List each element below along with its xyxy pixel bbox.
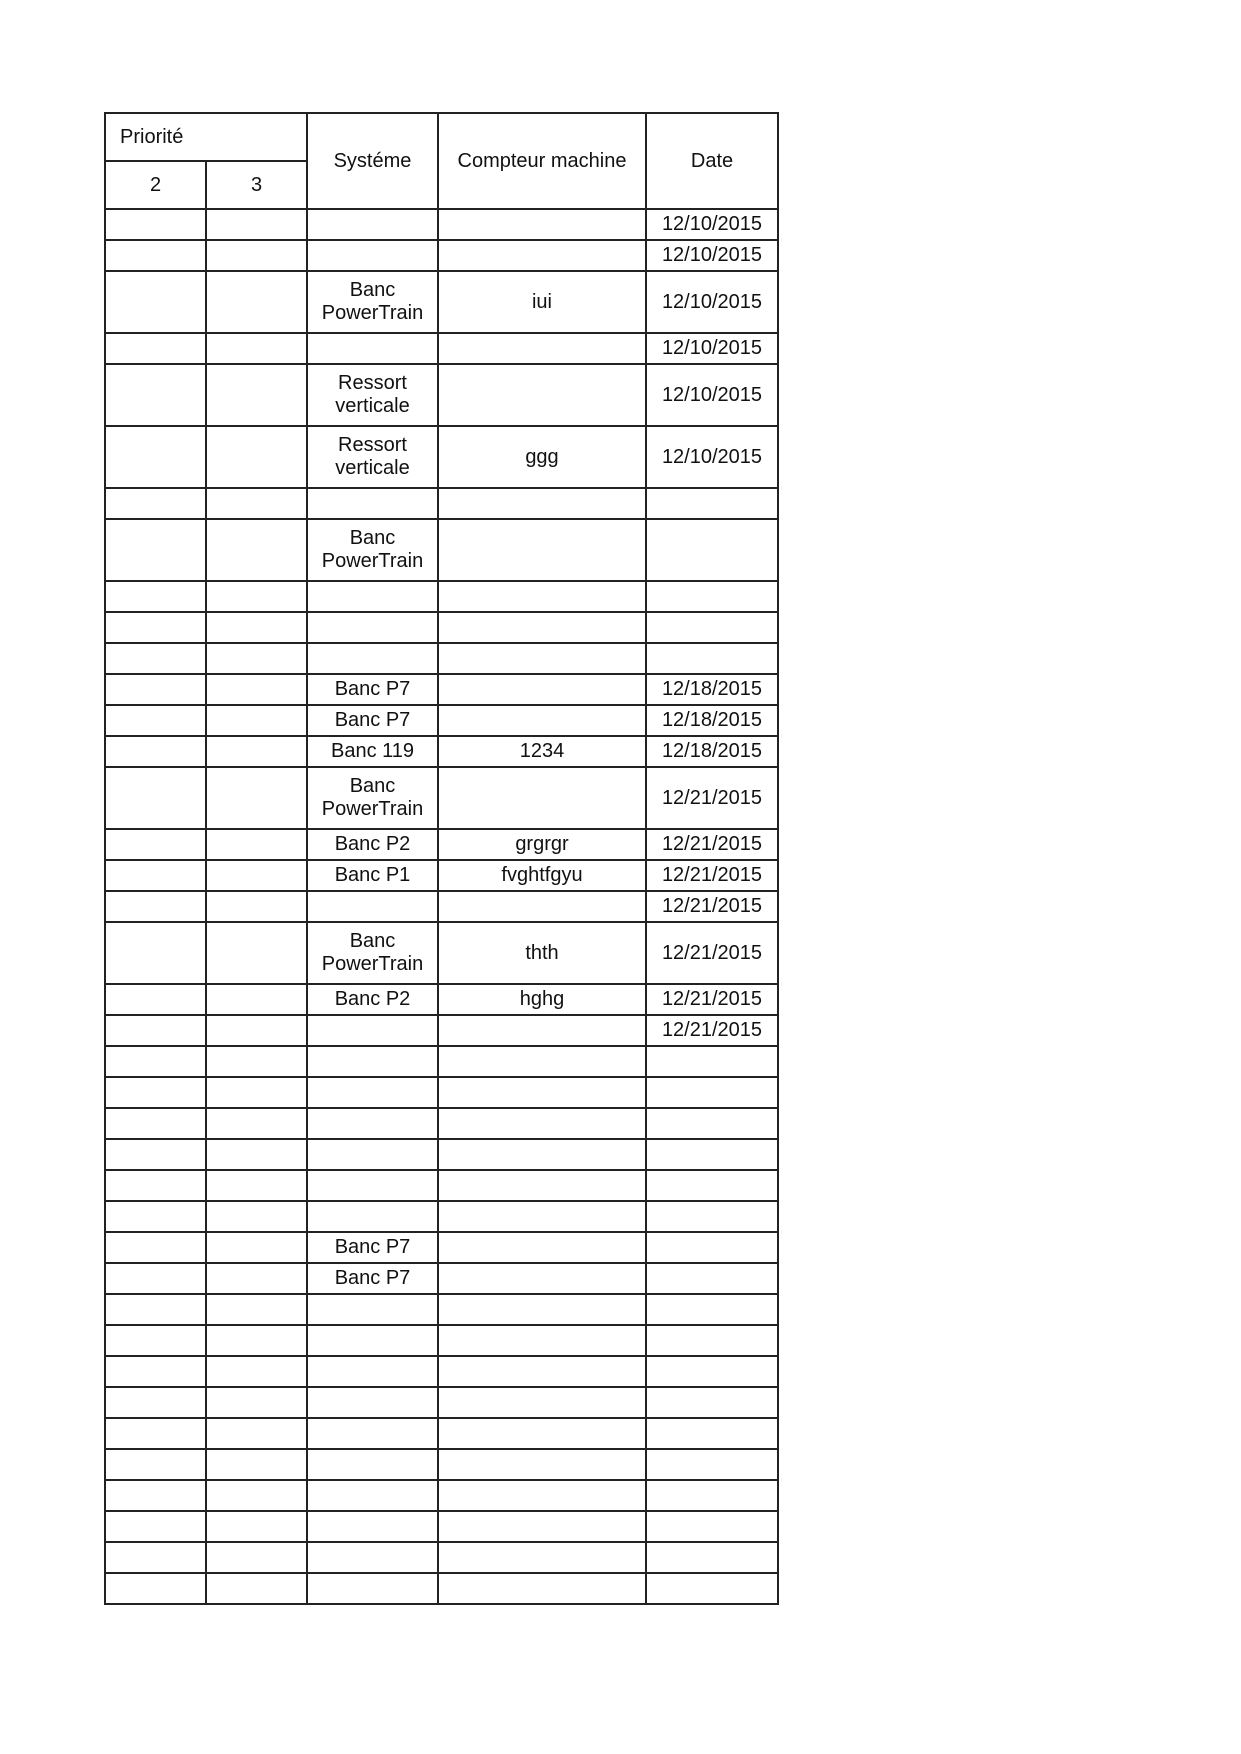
cell-priority-2 bbox=[105, 1511, 206, 1542]
cell-priority-2 bbox=[105, 1418, 206, 1449]
cell-date bbox=[646, 643, 778, 674]
cell-counter bbox=[438, 1449, 646, 1480]
cell-counter bbox=[438, 767, 646, 829]
table-row bbox=[105, 736, 778, 767]
cell-system bbox=[307, 1418, 438, 1449]
cell-priority-3 bbox=[206, 1449, 307, 1480]
header-priority-3: 3 bbox=[206, 161, 307, 209]
table-row bbox=[105, 705, 778, 736]
cell-system bbox=[307, 1573, 438, 1604]
cell-priority-3 bbox=[206, 736, 307, 767]
cell-system bbox=[307, 1542, 438, 1573]
cell-priority-2 bbox=[105, 209, 206, 240]
cell-system: Banc 119 bbox=[307, 736, 438, 767]
cell-date bbox=[646, 1356, 778, 1387]
table-row bbox=[105, 519, 778, 581]
cell-system bbox=[307, 488, 438, 519]
cell-counter bbox=[438, 1294, 646, 1325]
cell-date: 12/21/2015 bbox=[646, 860, 778, 891]
cell-counter bbox=[438, 612, 646, 643]
cell-priority-3 bbox=[206, 984, 307, 1015]
cell-priority-3 bbox=[206, 922, 307, 984]
cell-counter bbox=[438, 333, 646, 364]
table-row bbox=[105, 1015, 778, 1046]
cell-counter bbox=[438, 1480, 646, 1511]
cell-priority-3 bbox=[206, 705, 307, 736]
cell-system bbox=[307, 1046, 438, 1077]
cell-priority-2 bbox=[105, 1170, 206, 1201]
cell-priority-2 bbox=[105, 643, 206, 674]
cell-system: Banc P7 bbox=[307, 674, 438, 705]
cell-priority-3 bbox=[206, 1480, 307, 1511]
cell-priority-3 bbox=[206, 1294, 307, 1325]
cell-priority-2 bbox=[105, 1480, 206, 1511]
cell-date bbox=[646, 1201, 778, 1232]
cell-counter bbox=[438, 705, 646, 736]
cell-counter bbox=[438, 674, 646, 705]
cell-system bbox=[307, 1356, 438, 1387]
cell-priority-3 bbox=[206, 1046, 307, 1077]
cell-priority-2 bbox=[105, 333, 206, 364]
cell-date bbox=[646, 1325, 778, 1356]
table-row bbox=[105, 674, 778, 705]
header-counter: Compteur machine bbox=[438, 113, 646, 209]
table-row bbox=[105, 1294, 778, 1325]
table-row bbox=[105, 1387, 778, 1418]
cell-counter bbox=[438, 488, 646, 519]
cell-date bbox=[646, 1077, 778, 1108]
cell-date bbox=[646, 1418, 778, 1449]
cell-system bbox=[307, 891, 438, 922]
cell-priority-3 bbox=[206, 364, 307, 426]
cell-counter bbox=[438, 1139, 646, 1170]
cell-counter bbox=[438, 1015, 646, 1046]
cell-priority-2 bbox=[105, 1263, 206, 1294]
cell-priority-2 bbox=[105, 829, 206, 860]
cell-priority-2 bbox=[105, 767, 206, 829]
cell-date: 12/21/2015 bbox=[646, 767, 778, 829]
cell-system bbox=[307, 1077, 438, 1108]
cell-priority-3 bbox=[206, 829, 307, 860]
cell-counter bbox=[438, 209, 646, 240]
cell-priority-3 bbox=[206, 612, 307, 643]
cell-priority-2 bbox=[105, 240, 206, 271]
table-row bbox=[105, 1139, 778, 1170]
cell-priority-3 bbox=[206, 1542, 307, 1573]
cell-priority-3 bbox=[206, 1232, 307, 1263]
cell-date bbox=[646, 1170, 778, 1201]
data-table bbox=[104, 112, 779, 1605]
header-date: Date bbox=[646, 113, 778, 209]
cell-date bbox=[646, 581, 778, 612]
cell-priority-3 bbox=[206, 891, 307, 922]
header-system: Systéme bbox=[307, 113, 438, 209]
cell-priority-3 bbox=[206, 333, 307, 364]
cell-priority-3 bbox=[206, 1573, 307, 1604]
cell-priority-3 bbox=[206, 240, 307, 271]
cell-system bbox=[307, 1201, 438, 1232]
cell-system: Banc P2 bbox=[307, 829, 438, 860]
cell-priority-3 bbox=[206, 1418, 307, 1449]
cell-date bbox=[646, 488, 778, 519]
cell-priority-3 bbox=[206, 1511, 307, 1542]
cell-date bbox=[646, 612, 778, 643]
cell-date: 12/18/2015 bbox=[646, 674, 778, 705]
cell-system bbox=[307, 1449, 438, 1480]
table-row bbox=[105, 1511, 778, 1542]
cell-date bbox=[646, 1232, 778, 1263]
cell-date: 12/10/2015 bbox=[646, 240, 778, 271]
cell-priority-3 bbox=[206, 488, 307, 519]
cell-date bbox=[646, 1263, 778, 1294]
cell-priority-2 bbox=[105, 860, 206, 891]
cell-date bbox=[646, 519, 778, 581]
cell-system: Ressort verticale bbox=[307, 364, 438, 426]
cell-system bbox=[307, 1480, 438, 1511]
cell-priority-2 bbox=[105, 1356, 206, 1387]
cell-counter bbox=[438, 1542, 646, 1573]
table-row bbox=[105, 1542, 778, 1573]
table-row bbox=[105, 891, 778, 922]
cell-priority-2 bbox=[105, 1077, 206, 1108]
table-row bbox=[105, 1573, 778, 1604]
table-row bbox=[105, 364, 778, 426]
cell-priority-3 bbox=[206, 1263, 307, 1294]
table-row bbox=[105, 1449, 778, 1480]
cell-counter bbox=[438, 1232, 646, 1263]
cell-system bbox=[307, 643, 438, 674]
cell-counter bbox=[438, 1170, 646, 1201]
cell-date bbox=[646, 1046, 778, 1077]
header-row bbox=[105, 113, 778, 161]
cell-counter bbox=[438, 891, 646, 922]
cell-system bbox=[307, 1325, 438, 1356]
table-row bbox=[105, 1201, 778, 1232]
cell-priority-3 bbox=[206, 1139, 307, 1170]
cell-date bbox=[646, 1480, 778, 1511]
cell-counter bbox=[438, 519, 646, 581]
table-row bbox=[105, 581, 778, 612]
table-row bbox=[105, 209, 778, 240]
table-row bbox=[105, 922, 778, 984]
cell-priority-3 bbox=[206, 1077, 307, 1108]
cell-date bbox=[646, 1294, 778, 1325]
cell-priority-3 bbox=[206, 767, 307, 829]
cell-date bbox=[646, 1108, 778, 1139]
cell-priority-3 bbox=[206, 1108, 307, 1139]
cell-date: 12/18/2015 bbox=[646, 736, 778, 767]
cell-priority-3 bbox=[206, 209, 307, 240]
cell-date: 12/10/2015 bbox=[646, 209, 778, 240]
cell-priority-2 bbox=[105, 1449, 206, 1480]
cell-priority-2 bbox=[105, 612, 206, 643]
cell-priority-3 bbox=[206, 581, 307, 612]
table-row bbox=[105, 1263, 778, 1294]
cell-system bbox=[307, 1108, 438, 1139]
cell-system: Banc P1 bbox=[307, 860, 438, 891]
cell-priority-3 bbox=[206, 1201, 307, 1232]
cell-priority-3 bbox=[206, 1325, 307, 1356]
cell-priority-3 bbox=[206, 426, 307, 488]
table-row bbox=[105, 643, 778, 674]
table-row bbox=[105, 1418, 778, 1449]
cell-priority-2 bbox=[105, 1387, 206, 1418]
cell-counter bbox=[438, 1387, 646, 1418]
cell-system bbox=[307, 1387, 438, 1418]
cell-date: 12/18/2015 bbox=[646, 705, 778, 736]
cell-priority-2 bbox=[105, 1232, 206, 1263]
table-row bbox=[105, 1108, 778, 1139]
cell-counter bbox=[438, 1263, 646, 1294]
cell-counter: thth bbox=[438, 922, 646, 984]
cell-date: 12/10/2015 bbox=[646, 364, 778, 426]
table-row bbox=[105, 767, 778, 829]
cell-system: Banc PowerTrain bbox=[307, 767, 438, 829]
cell-date: 12/10/2015 bbox=[646, 333, 778, 364]
cell-counter bbox=[438, 1201, 646, 1232]
cell-date: 12/10/2015 bbox=[646, 271, 778, 333]
cell-priority-2 bbox=[105, 1108, 206, 1139]
table-row bbox=[105, 426, 778, 488]
cell-priority-2 bbox=[105, 674, 206, 705]
cell-system: Banc PowerTrain bbox=[307, 271, 438, 333]
cell-counter: grgrgr bbox=[438, 829, 646, 860]
cell-system: Banc P7 bbox=[307, 705, 438, 736]
cell-priority-2 bbox=[105, 1325, 206, 1356]
cell-priority-3 bbox=[206, 643, 307, 674]
cell-date bbox=[646, 1573, 778, 1604]
table-row bbox=[105, 612, 778, 643]
cell-system bbox=[307, 1015, 438, 1046]
cell-priority-2 bbox=[105, 1046, 206, 1077]
cell-priority-3 bbox=[206, 519, 307, 581]
table-row bbox=[105, 1232, 778, 1263]
table-row bbox=[105, 1046, 778, 1077]
cell-priority-3 bbox=[206, 674, 307, 705]
cell-date bbox=[646, 1449, 778, 1480]
table-row bbox=[105, 1480, 778, 1511]
table-row bbox=[105, 1170, 778, 1201]
cell-system: Banc P7 bbox=[307, 1263, 438, 1294]
cell-priority-2 bbox=[105, 736, 206, 767]
cell-system bbox=[307, 209, 438, 240]
cell-system bbox=[307, 240, 438, 271]
table-row bbox=[105, 860, 778, 891]
cell-counter bbox=[438, 643, 646, 674]
cell-system bbox=[307, 1294, 438, 1325]
table-row bbox=[105, 240, 778, 271]
cell-priority-3 bbox=[206, 1170, 307, 1201]
cell-priority-2 bbox=[105, 1139, 206, 1170]
table-row bbox=[105, 1356, 778, 1387]
cell-system bbox=[307, 1511, 438, 1542]
cell-system bbox=[307, 1170, 438, 1201]
cell-counter: hghg bbox=[438, 984, 646, 1015]
table-body bbox=[105, 113, 778, 1604]
header-priority-2: 2 bbox=[105, 161, 206, 209]
table-row bbox=[105, 1325, 778, 1356]
table-row bbox=[105, 1077, 778, 1108]
cell-priority-2 bbox=[105, 1542, 206, 1573]
cell-system bbox=[307, 581, 438, 612]
table-row bbox=[105, 488, 778, 519]
cell-priority-3 bbox=[206, 860, 307, 891]
table-row bbox=[105, 984, 778, 1015]
cell-priority-3 bbox=[206, 1356, 307, 1387]
header-priority: Priorité bbox=[105, 113, 307, 161]
cell-counter bbox=[438, 1077, 646, 1108]
cell-counter bbox=[438, 1108, 646, 1139]
cell-system bbox=[307, 1139, 438, 1170]
cell-date: 12/10/2015 bbox=[646, 426, 778, 488]
cell-priority-2 bbox=[105, 984, 206, 1015]
cell-system: Banc P2 bbox=[307, 984, 438, 1015]
table-row bbox=[105, 271, 778, 333]
cell-counter bbox=[438, 1511, 646, 1542]
cell-priority-2 bbox=[105, 271, 206, 333]
cell-counter bbox=[438, 1356, 646, 1387]
cell-priority-2 bbox=[105, 1294, 206, 1325]
cell-system: Ressort verticale bbox=[307, 426, 438, 488]
cell-counter: fvghtfgyu bbox=[438, 860, 646, 891]
cell-counter bbox=[438, 240, 646, 271]
table-row bbox=[105, 829, 778, 860]
cell-priority-2 bbox=[105, 581, 206, 612]
cell-date: 12/21/2015 bbox=[646, 922, 778, 984]
cell-counter: ggg bbox=[438, 426, 646, 488]
cell-date bbox=[646, 1387, 778, 1418]
cell-date: 12/21/2015 bbox=[646, 1015, 778, 1046]
cell-priority-2 bbox=[105, 1201, 206, 1232]
cell-counter bbox=[438, 1325, 646, 1356]
cell-date: 12/21/2015 bbox=[646, 829, 778, 860]
cell-system bbox=[307, 612, 438, 643]
table-row bbox=[105, 333, 778, 364]
cell-priority-2 bbox=[105, 891, 206, 922]
cell-priority-3 bbox=[206, 271, 307, 333]
cell-priority-2 bbox=[105, 488, 206, 519]
cell-system: Banc PowerTrain bbox=[307, 922, 438, 984]
cell-counter bbox=[438, 581, 646, 612]
cell-date: 12/21/2015 bbox=[646, 891, 778, 922]
cell-system: Banc PowerTrain bbox=[307, 519, 438, 581]
cell-counter: 1234 bbox=[438, 736, 646, 767]
cell-priority-3 bbox=[206, 1015, 307, 1046]
cell-priority-2 bbox=[105, 922, 206, 984]
cell-counter bbox=[438, 1573, 646, 1604]
cell-counter bbox=[438, 1418, 646, 1449]
cell-priority-2 bbox=[105, 1015, 206, 1046]
cell-system bbox=[307, 333, 438, 364]
cell-date bbox=[646, 1139, 778, 1170]
cell-counter: iui bbox=[438, 271, 646, 333]
cell-counter bbox=[438, 1046, 646, 1077]
cell-date: 12/21/2015 bbox=[646, 984, 778, 1015]
cell-counter bbox=[438, 364, 646, 426]
cell-date bbox=[646, 1542, 778, 1573]
cell-priority-2 bbox=[105, 1573, 206, 1604]
cell-date bbox=[646, 1511, 778, 1542]
cell-priority-2 bbox=[105, 426, 206, 488]
cell-priority-3 bbox=[206, 1387, 307, 1418]
cell-priority-2 bbox=[105, 364, 206, 426]
cell-priority-2 bbox=[105, 519, 206, 581]
cell-priority-2 bbox=[105, 705, 206, 736]
cell-system: Banc P7 bbox=[307, 1232, 438, 1263]
